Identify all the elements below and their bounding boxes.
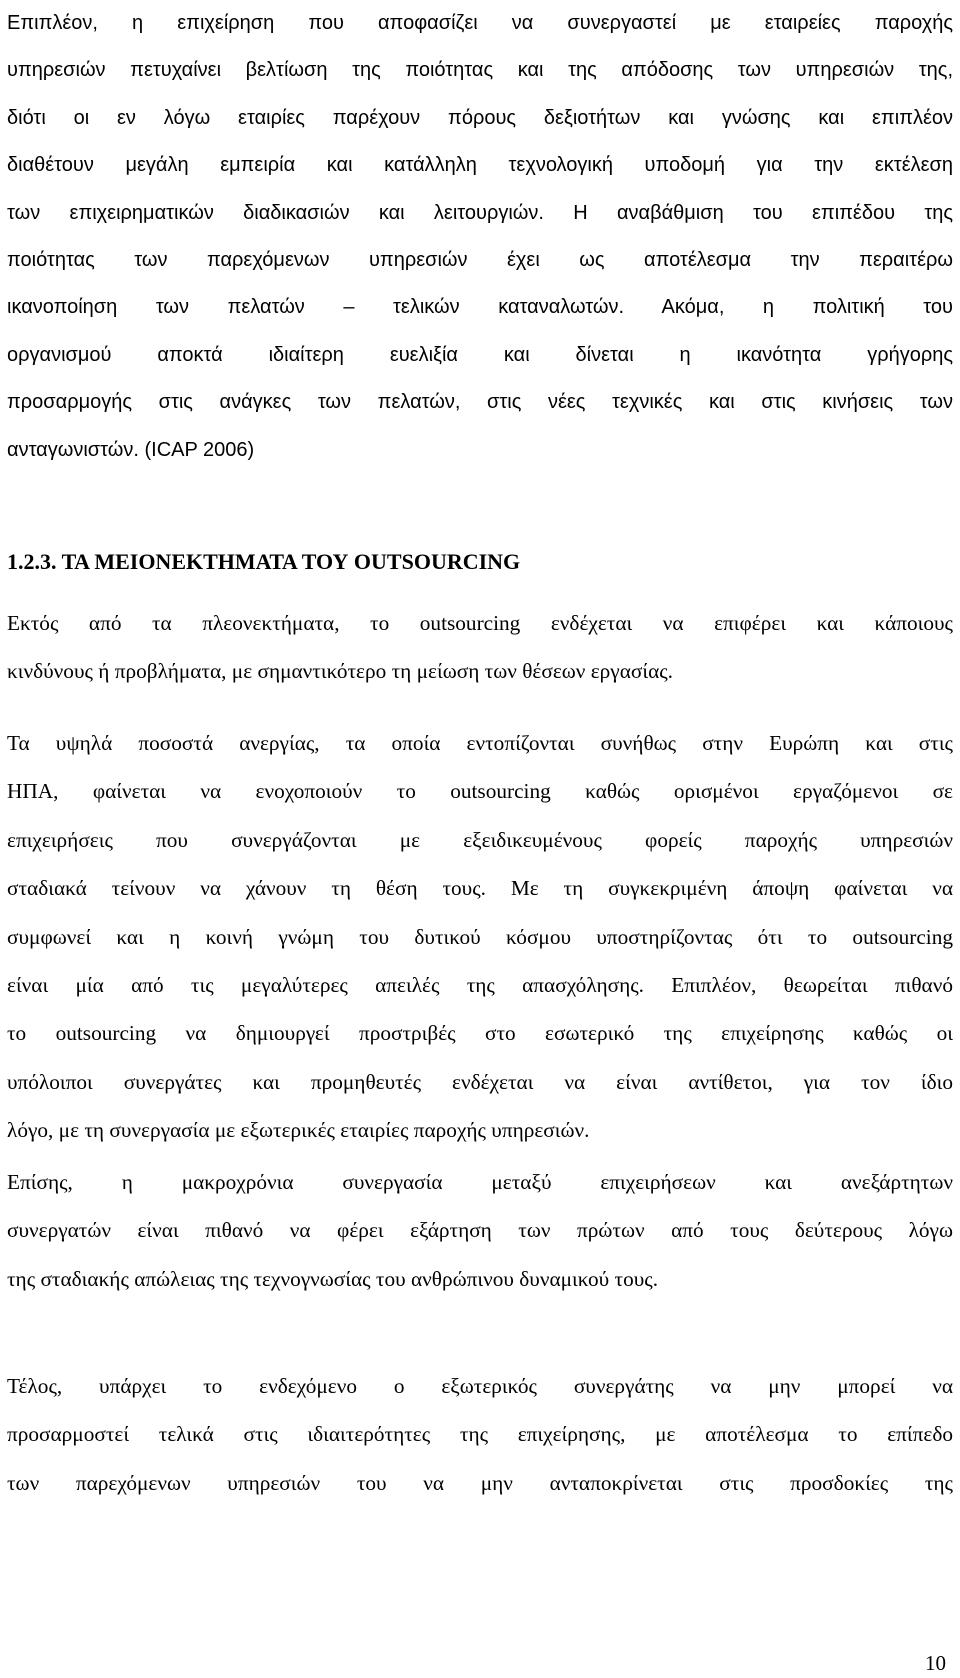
text-line: ικανοποίηση των πελατών – τελικών καταναλωτών. Ακόμα, η πολιτική του xyxy=(7,296,953,319)
text-line: Επίσης, η μακροχρόνια συνεργασία μεταξύ επιχειρήσεων και ανεξάρτητων xyxy=(7,1170,953,1194)
text-line: υπόλοιποι συνεργάτες και προμηθευτές ενδέχεται να είναι αντίθετοι, για τον ίδιο xyxy=(7,1069,953,1094)
text-line: προσαρμοστεί τελικά στις ιδιαιτερότητες της επιχείρησης, με αποτέλεσμα το επίπεδο xyxy=(7,1422,953,1447)
text-line: ΗΠΑ, φαίνεται να ενοχοποιούν το outsourcing καθώς ορισμένοι εργαζόμενοι σε xyxy=(7,779,953,804)
paragraph-disadvantages-intro xyxy=(7,599,953,696)
text-line: είναι μία από τις μεγαλύτερες απειλές της απασχόλησης. Επιπλέον, θεωρείται πιθανό xyxy=(7,972,953,997)
paragraph-intro xyxy=(7,0,953,474)
text-line: των παρεχόμενων υπηρεσιών του να μην ανταποκρίνεται στις προσδοκίες της xyxy=(7,1470,953,1495)
section-heading: 1.2.3. ΤΑ ΜΕΙΟΝΕΚΤΗΜΑΤΑ ΤΟΥ OUTSOURCING xyxy=(7,549,521,574)
text-line: υπηρεσιών πετυχαίνει βελτίωση της ποιότητας και της απόδοσης των υπηρεσιών της, xyxy=(7,59,953,82)
text-line: ποιότητας των παρεχόμενων υπηρεσιών έχει ως αποτέλεσμα την περαιτέρω xyxy=(7,248,953,271)
paragraph-unemployment xyxy=(7,719,953,1155)
text-line: σταδιακά τείνουν να χάνουν τη θέση τους. Με τη συγκεκριμένη άποψη φαίνεται να xyxy=(7,876,953,901)
text-line: κινδύνους ή προβλήματα, με σημαντικότερο τη μείωση των θέσεων εργασίας. xyxy=(7,659,674,684)
text-line: των επιχειρηματικών διαδικασιών και λειτουργιών. Η αναβάθμιση του επιπέδου της xyxy=(7,201,953,224)
text-line: επιχειρήσεις που συνεργάζονται με εξειδικευμένους φορείς παροχής υπηρεσιών xyxy=(7,827,953,852)
text-line: Επιπλέον, η επιχείρηση που αποφασίζει να συνεργαστεί με εταιρείες παροχής xyxy=(7,12,953,34)
text-line: προσαρμογής στις ανάγκες των πελατών, στις νέες τεχνικές και στις κινήσεις των xyxy=(7,391,953,414)
text-line: οργανισμού αποκτά ιδιαίτερη ευελιξία και δίνεται η ικανότητα γρήγορης xyxy=(7,343,953,366)
page-number: 10 xyxy=(925,1651,946,1675)
paragraph-adaptation xyxy=(7,1362,953,1507)
text-line: Τα υψηλά ποσοστά ανεργίας, τα οποία εντοπίζονται συνήθως στην Ευρώπη και στις xyxy=(7,731,953,755)
text-line: διότι οι εν λόγω εταιρίες παρέχουν πόρους δεξιοτήτων και γνώσης και επιπλέον xyxy=(7,106,953,129)
text-line: συνεργατών είναι πιθανό να φέρει εξάρτηση των πρώτων από τους δεύτερους λόγω xyxy=(7,1218,953,1243)
text-line: λόγο, με τη συνεργασία με εξωτερικές εταιρίες παροχής υπηρεσιών. xyxy=(7,1118,590,1143)
document-page xyxy=(7,0,953,1678)
text-line: διαθέτουν μεγάλη εμπειρία και κατάλληλη τεχνολογική υποδομή για την εκτέλεση xyxy=(7,154,953,177)
text-line: Τέλος, υπάρχει το ενδεχόμενο ο εξωτερικός συνεργάτης να μην μπορεί να xyxy=(7,1374,953,1398)
text-line: συμφωνεί και η κοινή γνώμη του δυτικού κόσμου υποστηρίζοντας ότι το outsourcing xyxy=(7,924,953,949)
text-line: της σταδιακής απώλειας της τεχνογνωσίας του ανθρώπινου δυναμικού τους. xyxy=(7,1266,659,1291)
text-line: ανταγωνιστών. (ICAP 2006) xyxy=(7,438,255,461)
text-line: το outsourcing να δημιουργεί προστριβές στο εσωτερικό της επιχείρησης καθώς οι xyxy=(7,1021,953,1046)
text-line: Εκτός από τα πλεονεκτήματα, το outsourcing ενδέχεται να επιφέρει και κάποιους xyxy=(7,611,953,635)
paragraph-dependency xyxy=(7,1158,953,1303)
